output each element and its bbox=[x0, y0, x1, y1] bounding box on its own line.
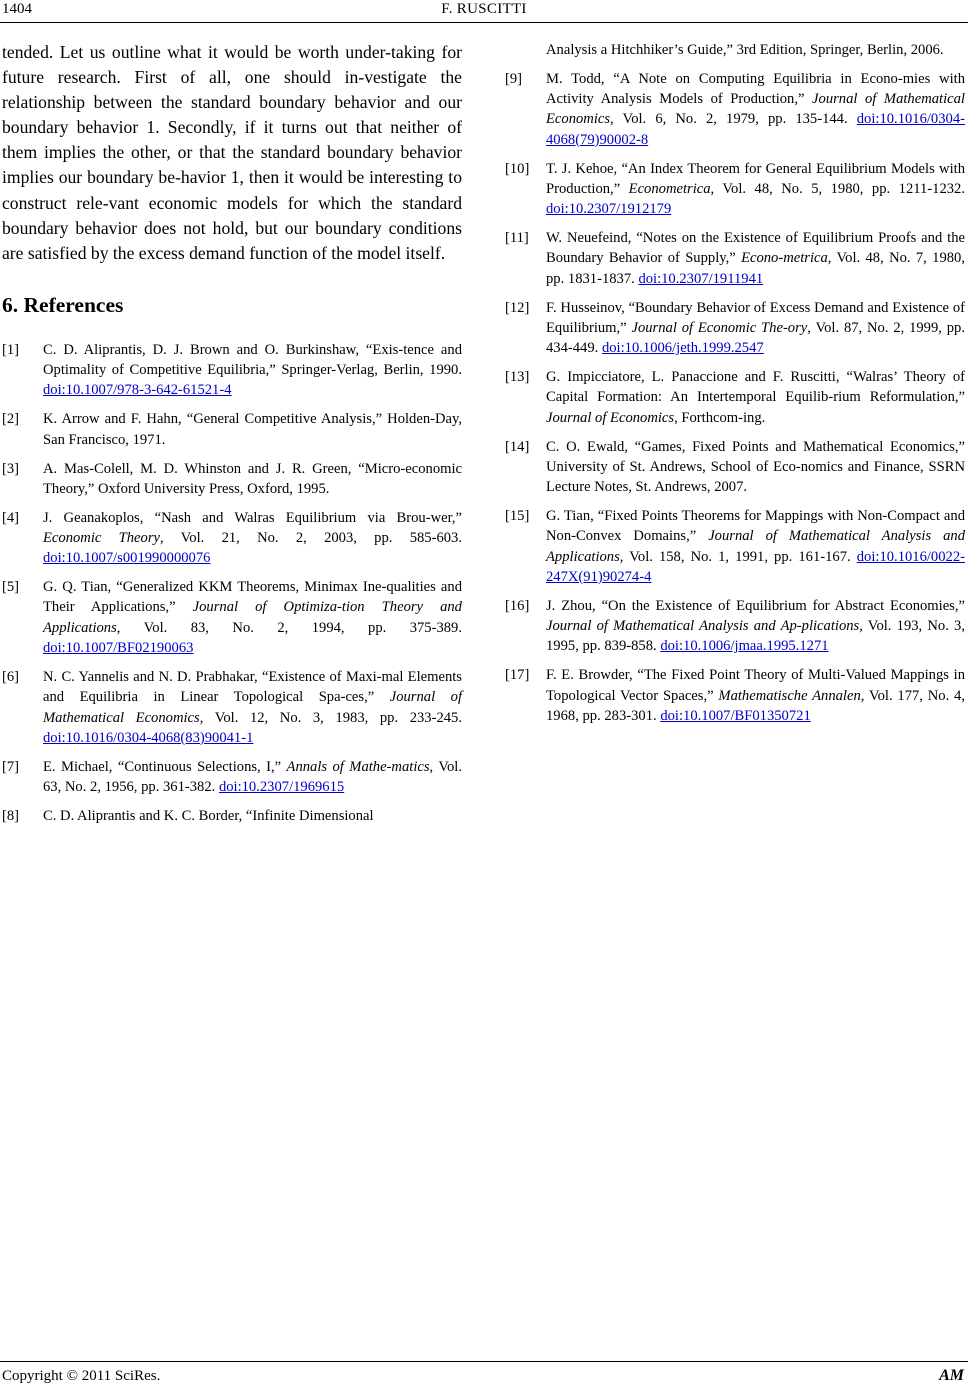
reference-citation: E. Michael, “Continuous Selections, I,” bbox=[43, 758, 287, 775]
doi-link[interactable]: doi:10.1007/BF02190063 bbox=[43, 640, 194, 657]
reference-text bbox=[546, 596, 965, 657]
reference-venue: Journal of Optimiza-tion Theory and Applications bbox=[43, 599, 462, 636]
reference-venue: Econo-metrica bbox=[741, 250, 828, 267]
reference-details: , Vol. 21, No. 2, 2003, pp. 585-603. bbox=[159, 530, 462, 546]
reference-number: [16] bbox=[505, 597, 530, 614]
doi-link[interactable]: doi:10.1016/0304-4068(83)90041-1 bbox=[43, 729, 254, 746]
reference-details: , Vol. 12, No. 3, 1983, pp. 233-245. bbox=[199, 709, 462, 726]
reference-text bbox=[546, 228, 965, 289]
reference-number: [5] bbox=[2, 579, 20, 596]
reference-item bbox=[2, 577, 462, 658]
reference-venue: Journal of Mathematical Analysis and Applications bbox=[546, 528, 966, 565]
reference-text bbox=[546, 367, 965, 428]
reference-venue: Journal of Mathematical Economics bbox=[546, 91, 965, 128]
doi-link[interactable]: doi:10.2307/1969615 bbox=[218, 779, 345, 796]
reference-citation: C. D. Aliprantis, D. J. Brown and O. Burkinshaw, “Exis-tence and Optimality of Competitive Equilibria,” Springer-Verlag, Berlin, 1990. bbox=[43, 341, 462, 379]
reference-item bbox=[505, 437, 965, 498]
page-number: 1404 bbox=[2, 1, 32, 17]
copyright-notice: Copyright © 2011 SciRes. bbox=[2, 1368, 161, 1384]
reference-venue: Mathematische Annalen bbox=[718, 687, 861, 704]
reference-item bbox=[2, 459, 462, 500]
reference-item bbox=[2, 757, 462, 798]
reference-citation: T. J. Kehoe, “An Index Theorem for General Equilibrium Models with Production,” bbox=[546, 160, 965, 197]
journal-abbreviation: AM bbox=[939, 1367, 964, 1384]
reference-citation: C. O. Ewald, “Games, Fixed Points and Mathematical Economics,” University of St. Andrews, School of Eco-nomics and Finance, SSRN Lecture Notes, St. Andrews, 2007. bbox=[546, 438, 965, 496]
reference-item bbox=[2, 508, 462, 569]
reference-citation: J. Geanakoplos, “Nash and Walras Equilibrium via Brou-wer,” bbox=[43, 509, 462, 526]
reference-item bbox=[505, 596, 965, 657]
reference-citation: A. Mas-Colell, M. D. Whinston and J. R. Green, “Micro-economic Theory,” Oxford University Press, Oxford, 1995. bbox=[43, 460, 462, 497]
reference-citation: M. Todd, “A Note on Computing Equilibria in Econo-mies with Activity Analysis Models of Production,” bbox=[546, 70, 965, 108]
reference-item bbox=[2, 340, 462, 401]
reference-details: , Vol. 177, No. 4, 1968, pp. 283-301. bbox=[546, 687, 965, 724]
reference-details: , Vol. 63, No. 2, 1956, pp. 361-382. bbox=[43, 758, 462, 796]
reference-citation: J. Zhou, “On the Existence of Equilibrium for Abstract Economies,” bbox=[546, 597, 965, 614]
reference-number: [9] bbox=[505, 70, 523, 87]
reference-text bbox=[43, 806, 462, 826]
reference-text bbox=[43, 667, 462, 748]
doi-link[interactable]: doi:10.1007/s001990000076 bbox=[43, 550, 211, 567]
doi-link[interactable]: doi:10.2307/1912179 bbox=[546, 201, 672, 218]
reference-citation: G. Tian, “Fixed Points Theorems for Mappings with Non-Compact and Non-Convex Domains,” bbox=[546, 508, 965, 545]
running-title: F. RUSCITTI bbox=[441, 1, 527, 17]
section-heading: 6. References bbox=[2, 292, 124, 317]
reference-text bbox=[546, 437, 965, 498]
reference-continuation bbox=[505, 40, 965, 60]
reference-item bbox=[2, 806, 462, 826]
reference-details: , Vol. 193, No. 3, 1995, pp. 839-858. bbox=[546, 618, 965, 655]
reference-number: [3] bbox=[2, 460, 20, 477]
reference-text bbox=[43, 340, 462, 401]
page-header bbox=[0, 0, 968, 24]
reference-text bbox=[43, 577, 462, 658]
reference-details: , Vol. 48, No. 5, 1980, pp. 1211-1232. bbox=[710, 180, 965, 197]
reference-venue: Journal of Economic The-ory bbox=[631, 319, 808, 336]
reference-number: [13] bbox=[505, 369, 530, 386]
reference-citation: G. Q. Tian, “Generalized KKM Theorems, Minimax Ine-qualities and Their Applications,” bbox=[43, 579, 462, 616]
reference-venue: Journal of Mathematical Analysis and Ap-plications bbox=[546, 618, 860, 635]
reference-number: [7] bbox=[2, 758, 20, 775]
reference-number: [12] bbox=[505, 299, 530, 316]
reference-citation: F. Husseinov, “Boundary Behavior of Excess Demand and Existence of Equilibrium,” bbox=[546, 299, 965, 336]
doi-link[interactable]: doi:10.1007/BF01350721 bbox=[660, 707, 811, 724]
reference-details: , Vol. 87, No. 2, 1999, pp. 434-449. bbox=[546, 319, 965, 357]
reference-text bbox=[546, 506, 965, 587]
reference-item bbox=[505, 228, 965, 289]
reference-text bbox=[43, 757, 462, 798]
doi-link[interactable]: doi:10.1016/0304-4068(79)90002-8 bbox=[546, 111, 965, 148]
reference-citation: G. Impicciatore, L. Panaccione and F. Ruscitti, “Walras’ Theory of Capital Formation: An Intertemporal Equilib-rium Reformulation,” bbox=[546, 369, 965, 406]
reference-citation: N. C. Yannelis and N. D. Prabhakar, “Existence of Maxi-mal Elements and Equilibria in Linear Topological Spa-ces,” bbox=[43, 668, 462, 706]
reference-venue: Annals of Mathe-matics bbox=[286, 758, 430, 775]
reference-list-left bbox=[2, 340, 462, 826]
reference-number: [8] bbox=[2, 807, 20, 824]
reference-details: , Vol. 6, No. 2, 1979, pp. 135-144. bbox=[610, 111, 857, 128]
right-column bbox=[505, 40, 965, 735]
left-column bbox=[2, 40, 462, 835]
reference-citation: F. E. Browder, “The Fixed Point Theory of Multi-Valued Mappings in Topological Vector Spaces,” bbox=[546, 667, 965, 704]
reference-citation: K. Arrow and F. Hahn, “General Competitive Analysis,” Holden-Day, San Francisco, 1971. bbox=[43, 411, 462, 448]
doi-link[interactable]: doi:10.1007/978-3-642-61521-4 bbox=[43, 382, 232, 399]
reference-8-continuation: Analysis a Hitchhiker’s Guide,” 3rd Edition, Springer, Berlin, 2006. bbox=[546, 42, 944, 58]
reference-list-right bbox=[505, 69, 965, 726]
reference-details: , Vol. 158, No. 1, 1991, pp. 161-167. bbox=[619, 548, 857, 565]
reference-text bbox=[546, 298, 965, 359]
reference-text bbox=[546, 159, 965, 220]
reference-item bbox=[505, 159, 965, 220]
reference-text bbox=[43, 459, 462, 500]
reference-number: [14] bbox=[505, 438, 530, 455]
reference-details: , Vol. 48, No. 7, 1980, pp. 1831-1837. bbox=[546, 250, 965, 287]
reference-number: [4] bbox=[2, 509, 20, 526]
reference-item bbox=[505, 367, 965, 428]
intro-paragraph: tended. Let us outline what it would be worth under-taking for future research. First of all, one should in-vestigate the relationship between the standard boundary behavior and our boundary behavior 1. Secondly, if it turns out that neither of them implies the other, or that the standard boundary behavior implies our boundary be-havior 1, then it would be interesting to construct rele-vant economic models for which the standard boundary behavior does not hold, but our boundary conditions are satisfied by the excess demand function of the model itself. bbox=[2, 42, 462, 263]
reference-item bbox=[505, 506, 965, 587]
reference-number: [6] bbox=[2, 668, 20, 685]
reference-venue: Econometrica bbox=[628, 180, 711, 197]
doi-link[interactable]: doi:10.1006/jeth.1999.2547 bbox=[601, 340, 764, 357]
reference-citation: W. Neuefeind, “Notes on the Existence of Equilibrium Proofs and the Boundary Behavior of Supply,” bbox=[546, 230, 965, 267]
reference-venue: Journal of Economics bbox=[546, 409, 675, 426]
doi-link[interactable]: doi:10.2307/1911941 bbox=[638, 270, 764, 287]
reference-text bbox=[43, 508, 462, 569]
reference-venue: Economic Theory bbox=[43, 530, 160, 546]
doi-link[interactable]: doi:10.1006/jmaa.1995.1271 bbox=[660, 638, 829, 655]
reference-text bbox=[546, 69, 965, 150]
page-footer bbox=[0, 1355, 968, 1385]
reference-item bbox=[505, 665, 965, 726]
reference-number: [1] bbox=[2, 341, 20, 358]
reference-number: [11] bbox=[505, 230, 529, 247]
reference-number: [2] bbox=[2, 411, 20, 428]
reference-item bbox=[505, 69, 965, 150]
reference-number: [10] bbox=[505, 160, 530, 177]
reference-citation: C. D. Aliprantis and K. C. Border, “Infinite Dimensional bbox=[43, 807, 374, 824]
reference-item bbox=[2, 409, 462, 450]
reference-text bbox=[546, 665, 965, 726]
reference-details: , Forthcom-ing. bbox=[674, 409, 766, 426]
reference-item bbox=[2, 667, 462, 748]
reference-number: [17] bbox=[505, 667, 530, 684]
reference-item bbox=[505, 298, 965, 359]
reference-details: , Vol. 83, No. 2, 1994, pp. 375-389. bbox=[116, 619, 462, 636]
reference-text bbox=[43, 409, 462, 450]
reference-venue: Journal of Mathematical Economics bbox=[43, 689, 463, 726]
header-rule bbox=[0, 22, 968, 23]
reference-number: [15] bbox=[505, 508, 530, 525]
footer-rule bbox=[0, 1361, 968, 1362]
doi-link[interactable]: doi:10.1016/0022-247X(91)90274-4 bbox=[546, 548, 965, 585]
